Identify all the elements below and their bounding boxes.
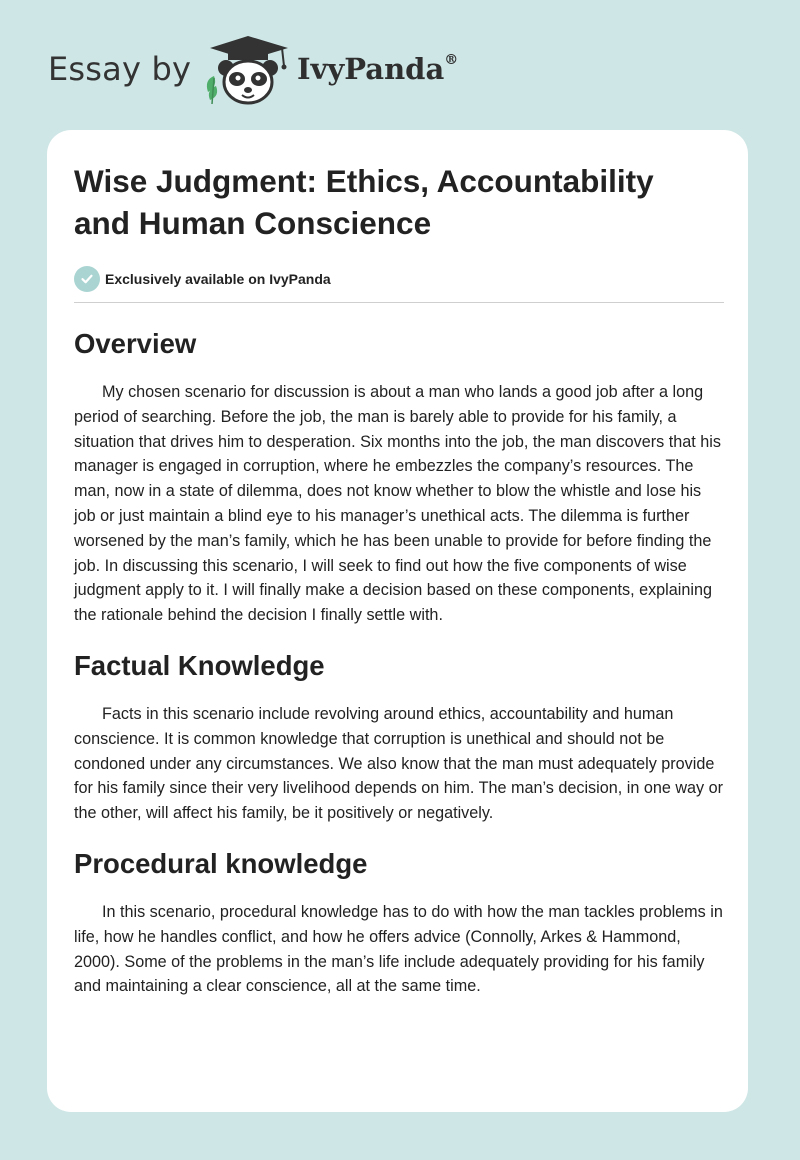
registered-mark: ®	[444, 52, 459, 69]
exclusive-label: Exclusively available on IvyPanda	[105, 271, 331, 287]
section-paragraph-overview: My chosen scenario for discussion is about a man who lands a good job after a long period of searching. Before the job, the man is barely able to provide for his family, a situation that drives him to desperation. Six months into the job, the man discovers that his manager is engaged in corruption, where he embezzles the company’s resources. The man, now in a state of dilemma, does not know whether to blow the whistle and lose his job or just maintain a blind eye to his manager’s unethical acts. The dilemma is further worsened by the man’s family, which he has been unable to provide for before finding the job. In discussing this scenario, I will seek to find out how the five components of wise judgment apply to it. I will finally make a decision based on these components, explaining the rationale behind the decision I finally settle with.	[74, 383, 721, 625]
essay-content	[74, 160, 724, 999]
essay-card	[47, 130, 748, 1112]
page-title	[74, 160, 724, 244]
section-heading-overview: Overview	[74, 328, 197, 359]
section-heading-factual-knowledge: Factual Knowledge	[74, 649, 325, 681]
panda-logo-icon	[202, 34, 294, 108]
essay-by-label: Essay by	[48, 50, 192, 88]
page-title-line-1: Wise Judgment: Ethics, Accountability	[74, 163, 654, 199]
section-heading-procedural-knowledge: Procedural knowledge	[74, 847, 368, 879]
exclusive-notice	[74, 266, 724, 292]
section-paragraph-procedural-knowledge: In this scenario, procedural knowledge has to do with how the man tackles problems in life, how he handles conflict, and how he offers advice (Connolly, Arkes & Hammond, 2000). Some of the problems in the man’s life include adequately providing for his family and maintaining a clear conscience, all at the same time.	[74, 902, 723, 996]
divider	[74, 302, 724, 303]
brand-header[interactable]	[48, 34, 468, 108]
section-paragraph-factual-knowledge: Facts in this scenario include revolving around ethics, accountability and human conscience. It is common knowledge that corruption is unethical and should not be condoned under any circumstances. We also know that the man must adequately provide for his family since their very livelihood depends on him. The man’s decision, in one way or the other, will affect his family, be it positively or negatively.	[74, 704, 724, 823]
brand-name: IvyPanda®	[297, 52, 459, 86]
check-circle-icon	[74, 266, 100, 292]
page-title-line-2: and Human Conscience	[74, 205, 432, 241]
